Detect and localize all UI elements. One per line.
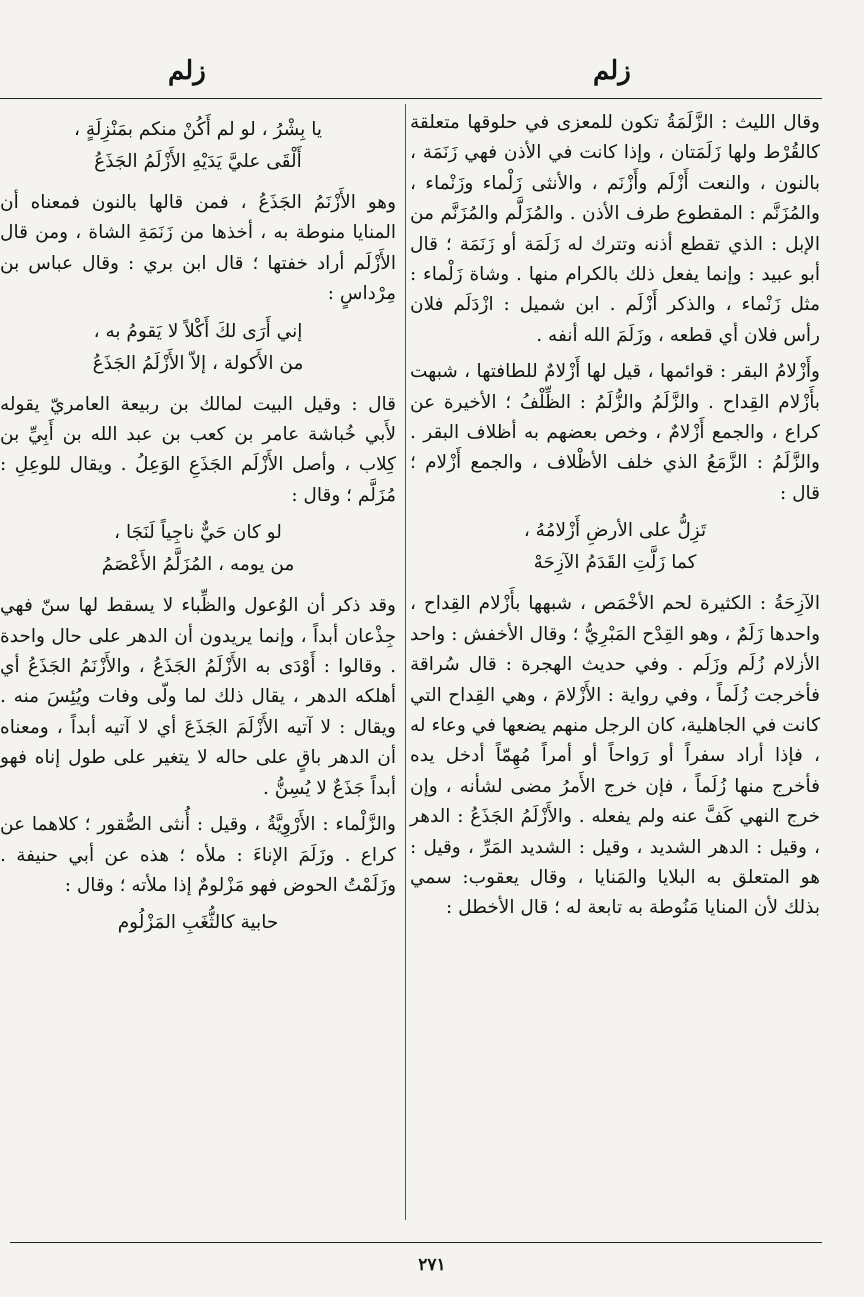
header-root-word-right: زلم	[593, 56, 631, 86]
verse-line: إني أَرَى لكَ أَكْلاً لا يَقومُ به ،	[93, 320, 303, 342]
verse-line: من يومه ، المُزَلَّمُ الأَعْصَمُ	[101, 554, 295, 576]
paragraph: وقال الليث : الزَّلَمَةُ تكون للمعزى في حلوقها متعلقة كالقُرْط ولها زَلَمَتان ، وإذا كانت في الأذن فهي زَنَمَة ، بالنون ، والنعت أَزْلَم وأَزْنَم ، والأنثى زَلْماء وزَنْماء ، والمُزَنَّم : المقطوع طرف الأذن . والمُزَلَّم والمُزَنَّم من الإبل : الذي تقطع أذنه وتترك له زَلَمَة أو زَنَمَة ؛ قال أبو عبيد : وإنما يفعل ذلك بالكرام منها . وشاة زَلْماء : مثل زَنْماء ، والذكر أَزْلَم . ابن شميل : ازْدَلَم فلان رأس فلان أي قطعه ، وزَلَمَ الله أنفه .	[410, 112, 820, 346]
verse-line: من الأَكولة ، إلاّ الأَزْلَمُ الجَذَعُ	[92, 352, 304, 374]
paragraph: والزَّلْماء : الأَرْوِيَّةُ ، وقيل : أُنثى الصُّقور ؛ كلاهما عن كراع . وزَلَمَ الإناءَ : ملأه ؛ هذه عن أبي حنيفة . وزَلَمْتُ الحوض فهو مَزْلومٌ إذا ملأته ؛ وقال :	[0, 814, 396, 896]
verse-line: يا بِشْرُ ، لو لم أَكُنْ منكم بمَنْزِلَةٍ ،	[73, 119, 322, 140]
left-column	[0, 108, 396, 949]
verse	[0, 114, 396, 178]
verse-line: حابية كالثُّغَبِ المَزْلُوم	[117, 912, 279, 934]
page-number: ٢٧١	[418, 1255, 446, 1275]
header-rule	[0, 98, 822, 99]
footer-rule	[10, 1242, 822, 1243]
verse-line: تَزِلُّ على الأرضِ أَزْلامُهُ ،	[523, 520, 707, 542]
verse	[0, 517, 396, 581]
header-root-word-left: زلم	[168, 56, 206, 86]
page-header	[0, 52, 864, 96]
verse	[410, 515, 820, 579]
paragraph: وهو الأَزْنَمُ الجَذَعُ ، فمن قالها بالنون فمعناه أن المنايا منوطة به ، أخذها من زَنَمَةِ الشاة ، ومن قال الأَزْلَم أراد خفتها ؛ قال ابن بري : وقال عباس بن مِرْداسٍ :	[0, 192, 396, 305]
column-divider	[405, 104, 406, 1220]
paragraph: الآزِحَةُ : الكثيرة لحم الأخْمَص ، شبهها بأَزْلام القِداح ، واحدها زَلَمٌ ، وهو القِدْح المَبْرِيُّ ؛ وقال الأخفش : واحد الأزلام زُلَم وزَلَم . وفي حديث الهجرة : قال سُراقة فأخرجت زُلَماً ، وفي رواية : الأَزْلامَ ، وهي القِداح التي كانت في الجاهلية، كان الرجل منهم يضعها في وعاء له ، فإذا أراد سفراً أو رَواحاً أو أمراً مُهِمّاً أدخل يده فأخرج منها زُلَماً ، فإن خرج الأَمرُ مضى لشأنه ، وإن خرج النهي كَفَّ عنه ولم يفعله . والأَزْلَمُ الجَذَعُ : الدهر ، وقيل : الدهر الشديد ، وقيل : الشديد المَرِّ ، وقيل : هو المتعلق به البلايا والمَنايا ، وقال يعقوب: سمي بذلك لأن المنايا مَنُوطة به تابعة له ؛ قال الأخطل :	[410, 593, 820, 919]
verse-line: أَلْقَى عليَّ يَدَيْهِ الأَزْلَمُ الجَذَعُ	[94, 151, 302, 172]
paragraph: وقد ذكر أن الوُعول والظِّباء لا يسقط لها سنّ فهي جِذْعان أبداً ، وإنما يريدون أن الدهر على حال واحدة . وقالوا : أَوْدَى به الأَزْلَمُ الجَذَعُ ، والأَزْنَمُ الجَذَعُ أي أهلكه الدهر ، يقال ذلك لما ولّى وفات ويُئِسَ منه . ويقال : لا آتيه الأَزْلَمَ الجَذَعَ أي لا آتيه أبداً ، ومعناه أن الدهر باقٍ على حاله لا يتغير على طول إناه فهو أبداً جَذَعٌ لا يُسِنُّ .	[0, 595, 396, 799]
paragraph: قال : وقيل البيت لمالك بن ربيعة العامريّ يقوله لأَبي خُباشة عامر بن كعب بن عبد الله بن أَبِيِّ بن كِلاب ، وأصل الأَزْلَم الجَذَعِ الوَعِلُ . ويقال للوعِلِ : مُزَلَّم ؛ وقال :	[0, 393, 396, 506]
verse	[0, 316, 396, 380]
verse-line: كما زَلَّتِ القَدَمُ الآزِحَهْ	[533, 552, 697, 574]
verse-line: لو كان حَيٌّ ناجِياً لَنَجَا ،	[114, 522, 282, 544]
paragraph: وأَزْلامُ البقر : قوائمها ، قيل لها أَزْلامٌ للطافتها ، شبهت بأَزْلام القِداح . والزَّلَمُ والزُّلَمُ : الظِّلْفُ ؛ الأخيرة عن كراع ، والجمع أَزْلامٌ ، وخص بعضهم به أظلاف البقر . والزَّلَمُ : الزَّمَعُ الذي خلف الأظْلاف ، والجمع أَزْلام ؛ قال :	[410, 361, 820, 504]
right-column	[410, 108, 820, 930]
verse	[0, 907, 396, 939]
